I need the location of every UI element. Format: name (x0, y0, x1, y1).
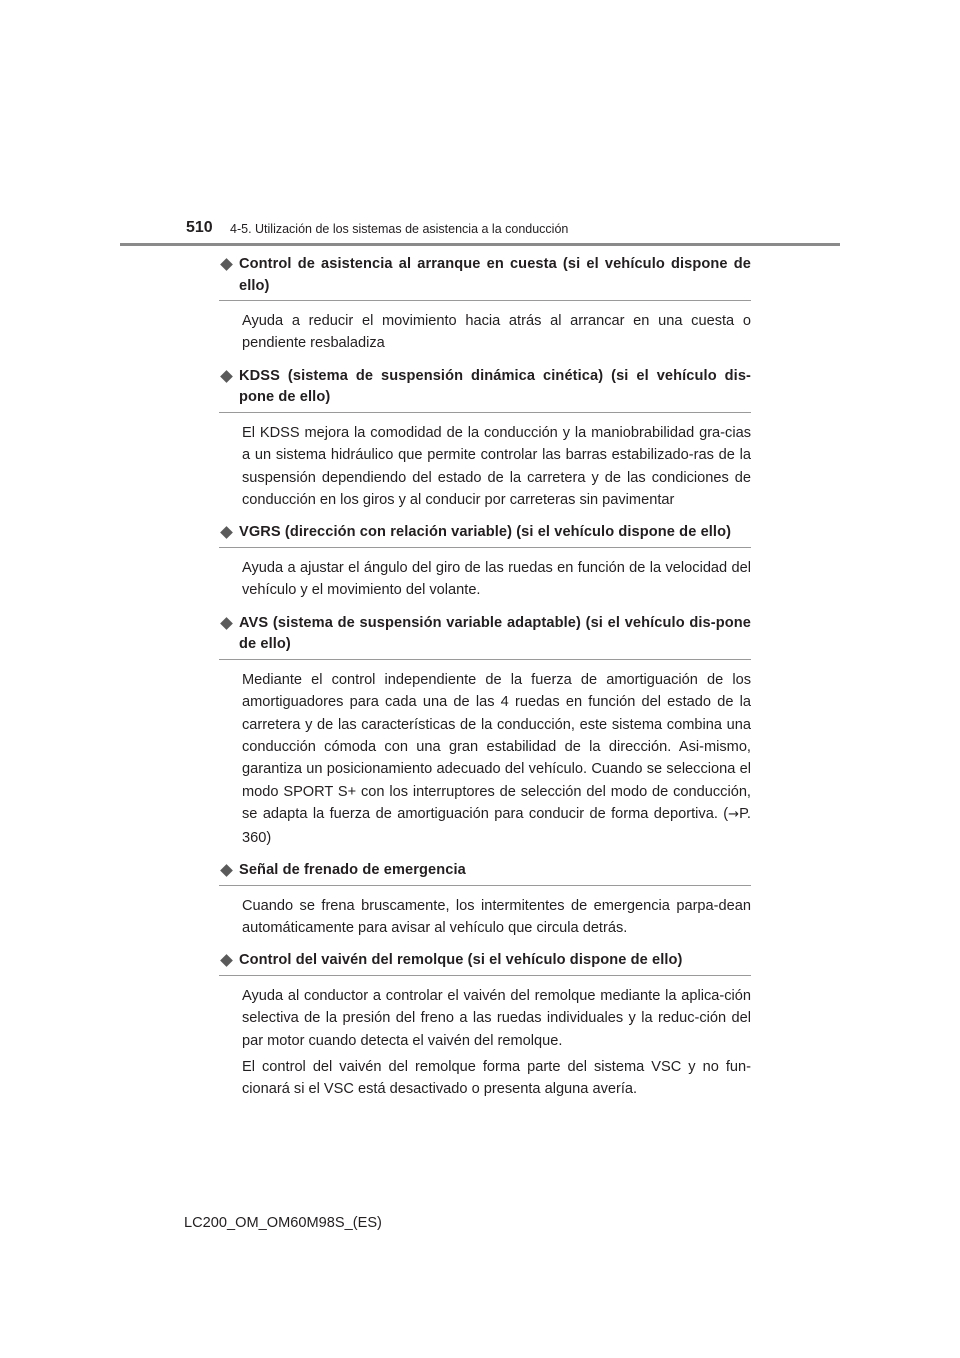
section-heading-text: Control de asistencia al arranque en cuesta (si el vehículo dispone de ello) (239, 256, 751, 294)
section-kdss (219, 366, 751, 512)
diamond-bullet-icon (220, 617, 233, 630)
chapter-title: 4-5. Utilización de los sistemas de asistencia a la conducción (230, 222, 569, 236)
page-reference-link[interactable]: P. 360) (242, 806, 751, 846)
section-heading (219, 254, 751, 301)
header-rule (120, 243, 840, 246)
section-emergency-brake-signal (219, 860, 751, 939)
section-trailer-sway-control (219, 950, 751, 1101)
section-heading-text: Señal de frenado de emergencia (239, 862, 466, 878)
section-heading-text: AVS (sistema de suspensión variable adaptable) (si el vehículo dis-pone de ello) (239, 614, 751, 653)
diamond-bullet-icon (220, 954, 233, 967)
section-paragraph: Ayuda a reducir el movimiento hacia atrás al arrancar en una cuesta o pendiente resbaladiza (242, 313, 751, 352)
diamond-bullet-icon (220, 258, 233, 271)
section-heading-text: VGRS (dirección con relación variable) (si el vehículo dispone de ello) (239, 524, 732, 541)
section-heading (219, 613, 751, 660)
document-code: LC200_OM_OM60M98S_(ES) (184, 1215, 382, 1231)
section-heading (219, 522, 751, 548)
diamond-bullet-icon (220, 864, 233, 877)
diamond-bullet-icon (220, 527, 233, 540)
section-paragraph: Cuando se frena bruscamente, los intermitentes de emergencia parpa-dean automáticamente para avisar al vehículo que circula detrás. (242, 897, 751, 936)
section-heading-text: Control del vaivén del remolque (si el vehículo dispone de ello) (239, 952, 683, 969)
section-hill-start-assist (219, 254, 751, 355)
diamond-bullet-icon (220, 370, 233, 383)
reference-open: ( (717, 806, 729, 823)
section-heading (219, 860, 751, 886)
section-avs (219, 613, 751, 849)
main-content (219, 254, 751, 1101)
section-paragraph: Ayuda a ajustar el ángulo del giro de las ruedas en función de la velocidad del vehículo y el movimiento del volante. (242, 559, 751, 599)
paragraph-text: Mediante el control independiente de la fuerza de amortiguación de los amortiguadores para cada una de las 4 ruedas en función del estado de la carretera y de las características de la conducción, este sistema combina una conducción cómoda con una gran estabilidad de la dirección. Asi-mismo, garantiza un posicionamiento adecuado del vehículo. Cuando se selecciona el modo SPORT S+ con los interruptores de selección del modo de conducción, se adapta la fuerza de amortiguación para conducir de forma deportiva. (242, 671, 751, 823)
page-number: 510 (186, 219, 213, 236)
section-heading (219, 366, 751, 413)
section-paragraph: El KDSS mejora la comodidad de la conducción y la maniobrabilidad gra-cias a un sistema hidráulico que permite controlar las barras estabilizado-ras de la suspensión dependiendo del estado de la carretera y de las condiciones de conducción en los giros y al conducir por carreteras sin pavimentar (242, 424, 751, 509)
section-paragraph: El control del vaivén del remolque forma parte del sistema VSC y no fun-cionará si el VSC está desactivado o presenta alguna avería. (242, 1059, 751, 1098)
section-heading (219, 950, 751, 976)
arrow-right-icon: → (728, 807, 740, 823)
section-paragraph (219, 660, 751, 849)
section-heading-text: KDSS (sistema de suspensión dinámica cinética) (si el vehículo dis-pone de ello) (239, 367, 751, 406)
section-paragraph: Ayuda al conductor a controlar el vaivén del remolque mediante la aplica-ción selectiva de la presión del freno a las ruedas individuales y la reduc-ción del par motor cuando detecta el vaivén del remolque. (242, 987, 751, 1049)
section-vgrs (219, 522, 751, 601)
